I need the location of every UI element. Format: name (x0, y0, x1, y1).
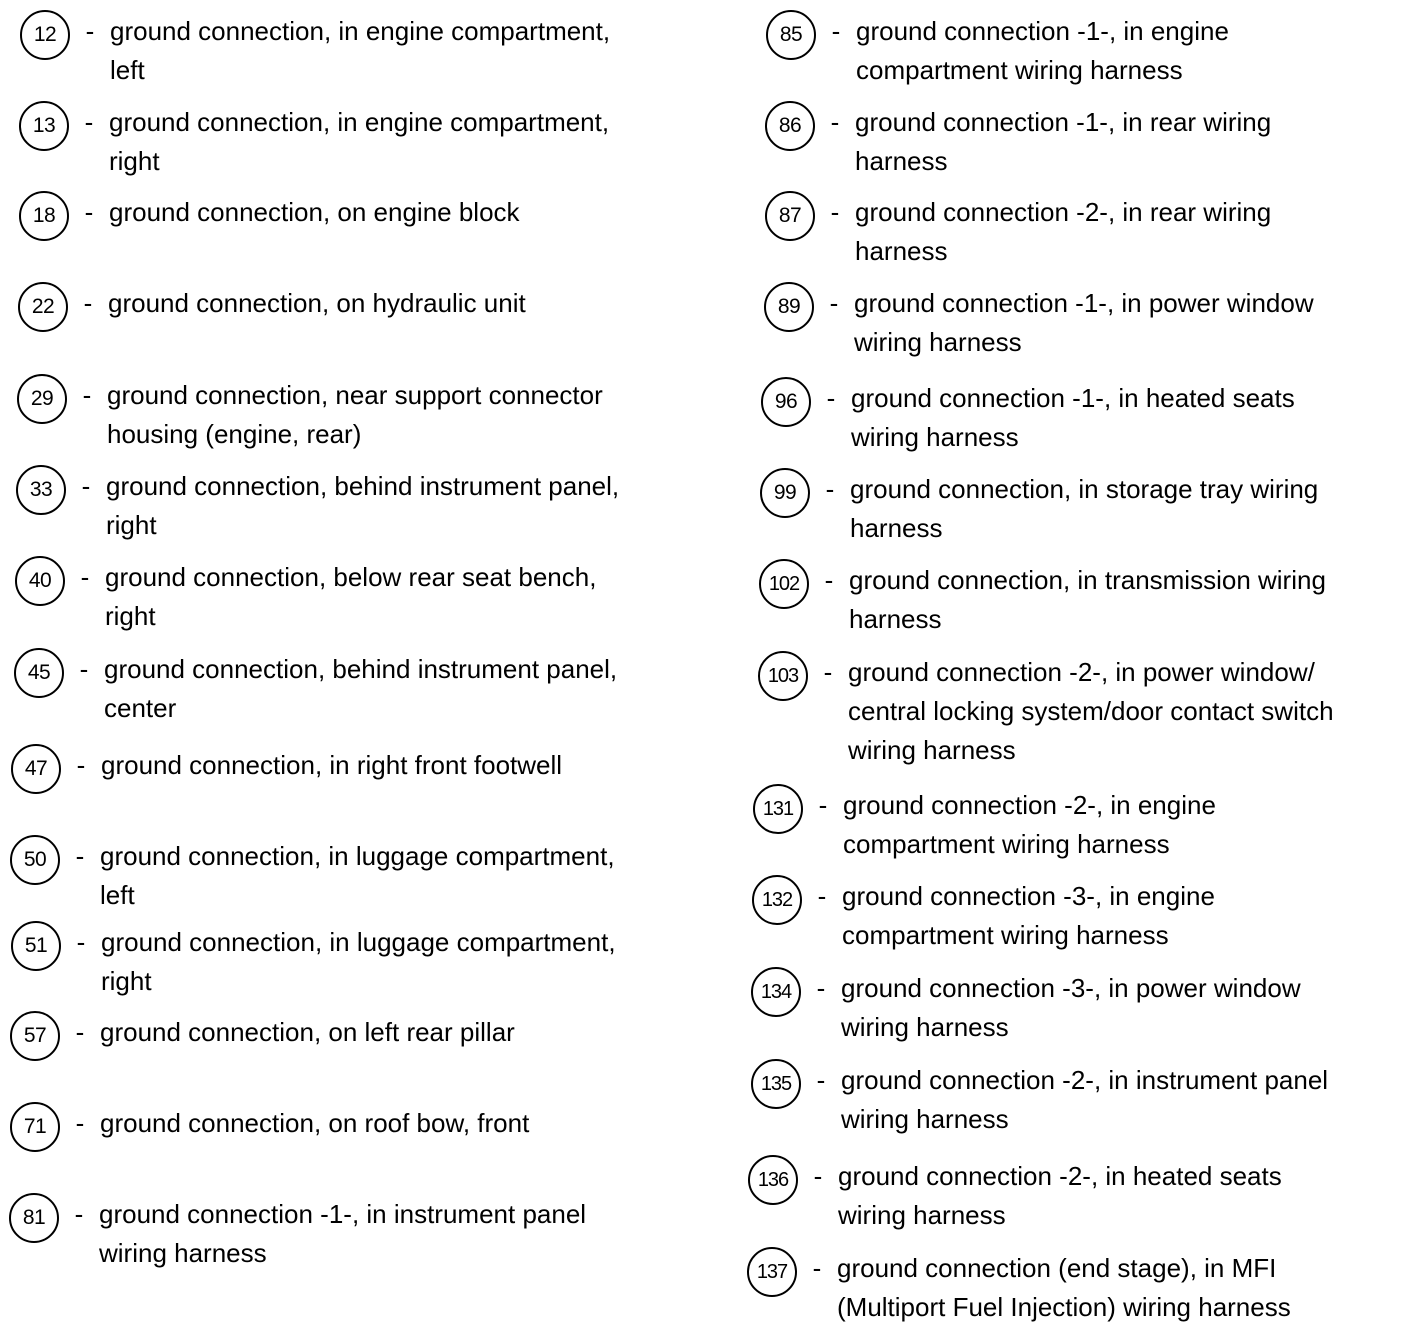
legend-item (747, 1247, 1291, 1327)
callout-number-circle: 89 (764, 282, 814, 332)
legend-description: ground connection -2-, in heated seats wiring harness (838, 1161, 1282, 1230)
callout-number-circle: 136 (748, 1155, 798, 1205)
legend-description: ground connection (end stage), in MFI (Multiport Fuel Injection) wiring harness (837, 1253, 1291, 1322)
callout-number-circle: 131 (753, 784, 803, 834)
dash-separator: - (84, 107, 94, 137)
callout-number-circle: 96 (761, 377, 811, 427)
dash-separator: - (812, 1253, 822, 1283)
dash-separator: - (823, 657, 833, 687)
legend-item (14, 648, 617, 728)
legend-item (15, 556, 596, 636)
callout-number-circle: 57 (10, 1011, 60, 1061)
dash-separator: - (824, 565, 834, 595)
legend-description: ground connection, in luggage compartment, left (100, 841, 615, 910)
legend-description: ground connection -1-, in power window wiring harness (854, 288, 1314, 357)
legend-description: ground connection, in storage tray wiring harness (850, 474, 1319, 543)
callout-number-circle: 13 (19, 101, 69, 151)
legend-description: ground connection -3-, in engine compartment wiring harness (842, 881, 1215, 950)
legend-description: ground connection, on left rear pillar (100, 1017, 515, 1047)
callout-number-circle: 18 (19, 191, 69, 241)
legend-description: ground connection, behind instrument panel, center (104, 654, 618, 723)
legend-description: ground connection, behind instrument panel, right (106, 471, 620, 540)
dash-separator: - (75, 841, 85, 871)
legend-item (765, 101, 1271, 181)
legend-description: ground connection, in engine compartment, right (109, 107, 610, 176)
legend-description: ground connection, in engine compartment, left (110, 16, 611, 85)
dash-separator: - (830, 197, 840, 227)
legend-item (752, 875, 1215, 955)
dash-separator: - (816, 973, 826, 1003)
legend-item (751, 967, 1301, 1047)
dash-separator: - (75, 1108, 85, 1138)
dash-separator: - (74, 1199, 84, 1229)
legend-item (10, 1102, 529, 1152)
callout-number-circle: 47 (11, 744, 61, 794)
callout-number-circle: 86 (765, 101, 815, 151)
legend-description: ground connection -2-, in power window/ central locking system/door contact switch wiring harness (848, 657, 1334, 765)
legend-description: ground connection -2-, in rear wiring harness (855, 197, 1272, 266)
legend-description: ground connection -1-, in engine compartment wiring harness (856, 16, 1229, 85)
legend-description: ground connection, below rear seat bench, right (105, 562, 597, 631)
callout-number-circle: 29 (17, 374, 67, 424)
callout-number-circle: 81 (9, 1193, 59, 1243)
dash-separator: - (818, 790, 828, 820)
callout-number-circle: 33 (16, 465, 66, 515)
legend-item (18, 282, 526, 332)
dash-separator: - (80, 562, 90, 592)
callout-number-circle: 103 (758, 651, 808, 701)
dash-separator: - (83, 288, 93, 318)
dash-separator: - (75, 1017, 85, 1047)
legend-description: ground connection, in right front footwell (101, 750, 563, 780)
dash-separator: - (831, 16, 841, 46)
legend-item (759, 559, 1326, 639)
legend-item (748, 1155, 1282, 1235)
legend-item (766, 10, 1229, 90)
dash-separator: - (76, 927, 86, 957)
legend-description: ground connection, near support connector housing (engine, rear) (107, 380, 603, 449)
legend-item (19, 101, 609, 181)
callout-number-circle: 132 (752, 875, 802, 925)
dash-separator: - (76, 750, 86, 780)
callout-number-circle: 50 (10, 835, 60, 885)
dash-separator: - (830, 107, 840, 137)
legend-item (761, 377, 1295, 457)
legend-description: ground connection, in luggage compartment, right (101, 927, 616, 996)
dash-separator: - (816, 1065, 826, 1095)
dash-separator: - (84, 197, 94, 227)
legend-item (10, 1011, 515, 1061)
legend-description: ground connection -1-, in instrument panel wiring harness (99, 1199, 587, 1268)
dash-separator: - (817, 881, 827, 911)
callout-number-circle: 99 (760, 468, 810, 518)
callout-number-circle: 45 (14, 648, 64, 698)
callout-number-circle: 135 (751, 1059, 801, 1109)
legend-item (19, 191, 520, 241)
legend-description: ground connection -1-, in heated seats wiring harness (851, 383, 1295, 452)
dash-separator: - (813, 1161, 823, 1191)
legend-description: ground connection, on engine block (109, 197, 520, 227)
legend-item (753, 784, 1216, 864)
dash-separator: - (82, 380, 92, 410)
legend-item (11, 921, 616, 1001)
legend-item (751, 1059, 1328, 1139)
legend-description: ground connection, in transmission wiring harness (849, 565, 1326, 634)
dash-separator: - (829, 288, 839, 318)
legend-item (760, 468, 1318, 548)
legend-item (764, 282, 1314, 362)
legend-description: ground connection -2-, in engine compartment wiring harness (843, 790, 1216, 859)
callout-number-circle: 102 (759, 559, 809, 609)
legend-column-right (740, 0, 1408, 1342)
legend-column-left (0, 0, 700, 1342)
dash-separator: - (825, 474, 835, 504)
callout-number-circle: 12 (20, 10, 70, 60)
callout-number-circle: 22 (18, 282, 68, 332)
dash-separator: - (81, 471, 91, 501)
legend-description: ground connection, on roof bow, front (100, 1108, 530, 1138)
callout-number-circle: 40 (15, 556, 65, 606)
legend-item (20, 10, 610, 90)
legend-item (11, 744, 562, 794)
legend-description: ground connection, on hydraulic unit (108, 288, 526, 318)
legend-item (758, 651, 1334, 770)
legend-item (16, 465, 619, 545)
legend-item (9, 1193, 586, 1273)
legend-item (10, 835, 615, 915)
legend-description: ground connection -3-, in power window wiring harness (841, 973, 1301, 1042)
callout-number-circle: 134 (751, 967, 801, 1017)
callout-number-circle: 51 (11, 921, 61, 971)
dash-separator: - (85, 16, 95, 46)
dash-separator: - (79, 654, 89, 684)
dash-separator: - (826, 383, 836, 413)
legend-item (765, 191, 1271, 271)
callout-number-circle: 85 (766, 10, 816, 60)
callout-number-circle: 137 (747, 1247, 797, 1297)
callout-number-circle: 71 (10, 1102, 60, 1152)
legend-item (17, 374, 603, 454)
callout-number-circle: 87 (765, 191, 815, 241)
legend-description: ground connection -2-, in instrument panel wiring harness (841, 1065, 1329, 1134)
legend-description: ground connection -1-, in rear wiring harness (855, 107, 1272, 176)
